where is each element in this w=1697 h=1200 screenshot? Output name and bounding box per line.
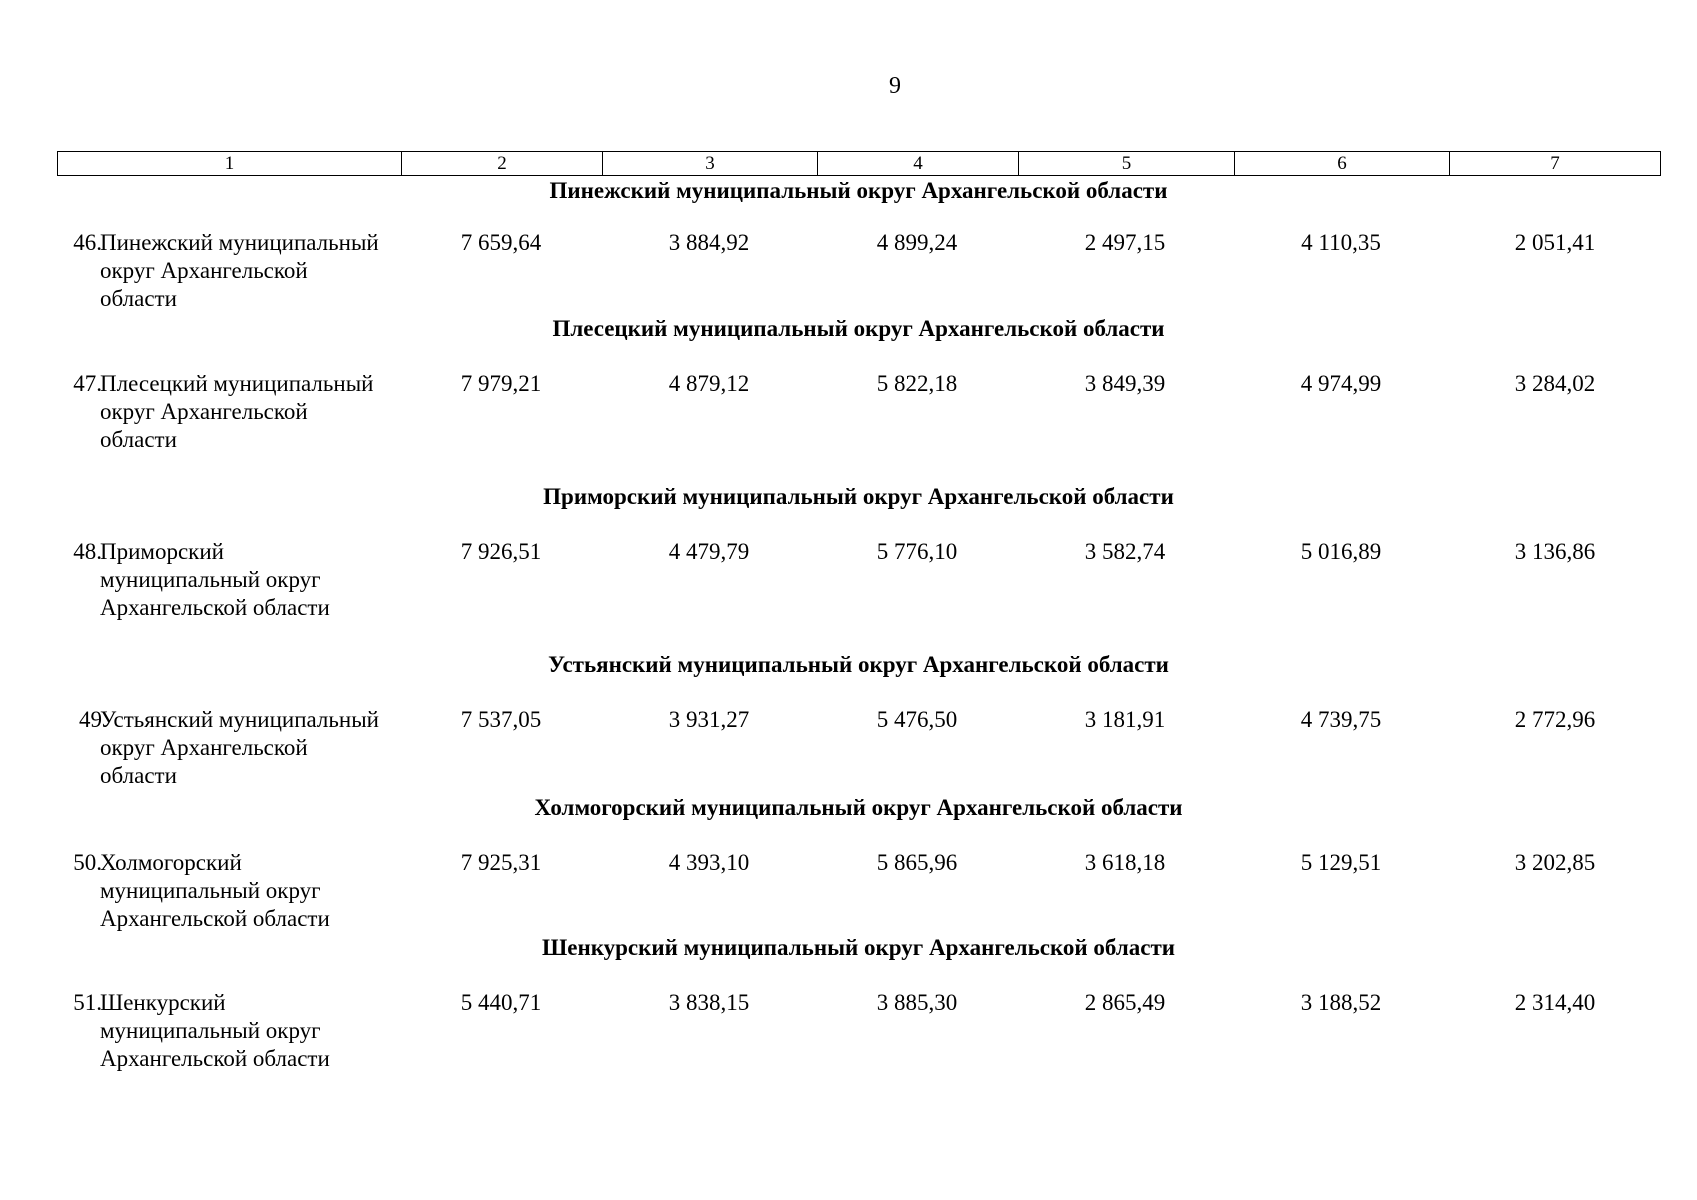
- section-kholmogorsky: [57, 794, 1660, 934]
- section-title: Плесецкий муниципальный округ Архангельской области: [552, 316, 1165, 341]
- row-value-col-3: 3 884,92: [668, 230, 750, 255]
- row-value-col-5: 2 497,15: [1084, 230, 1166, 255]
- row-value-col-2: 7 537,05: [460, 707, 542, 732]
- section-shenkursky: [57, 934, 1660, 1074]
- row-value-col-3: 4 393,10: [668, 850, 750, 875]
- row-value-col-4: 4 899,24: [876, 230, 958, 255]
- row-value-col-3: 3 931,27: [668, 707, 750, 732]
- row-value-col-2: 7 979,21: [460, 371, 542, 396]
- table-row: [57, 849, 1660, 933]
- row-name: Приморский муниципальный округ Архангельской области: [100, 539, 330, 620]
- row-value-col-4: 5 822,18: [876, 371, 958, 396]
- section-ustyansky: [57, 651, 1660, 794]
- row-name: Холмогорский муниципальный округ Архангельской области: [100, 850, 330, 931]
- row-value-col-3: 4 479,79: [668, 539, 750, 564]
- row-value-col-2: 7 926,51: [460, 539, 542, 564]
- row-value-col-4: 5 476,50: [876, 707, 958, 732]
- row-number: 49: [79, 707, 102, 732]
- header-col-1: 1: [58, 152, 402, 176]
- page-number: 9: [889, 73, 901, 99]
- row-value-col-4: 5 865,96: [876, 850, 958, 875]
- row-name: Шенкурский муниципальный округ Архангельской области: [100, 990, 330, 1071]
- section-primorsky: [57, 483, 1660, 651]
- header-col-5: 5: [1019, 152, 1235, 176]
- row-value-col-5: 3 849,39: [1084, 371, 1166, 396]
- row-value-col-7: 3 284,02: [1514, 371, 1596, 396]
- section-title: Пинежский муниципальный округ Архангельской области: [549, 178, 1168, 203]
- section-title: Холмогорский муниципальный округ Архангельской области: [534, 795, 1183, 820]
- row-value-col-7: 2 051,41: [1514, 230, 1596, 255]
- header-col-7: 7: [1450, 152, 1661, 176]
- table-body: [57, 175, 1660, 1074]
- table-row: [57, 229, 1660, 313]
- row-value-col-7: 2 772,96: [1514, 707, 1596, 732]
- row-number: 47.: [73, 371, 102, 396]
- row-number: 46.: [73, 230, 102, 255]
- header-col-6: 6: [1235, 152, 1450, 176]
- section-title: Шенкурский муниципальный округ Архангельской области: [541, 935, 1175, 960]
- row-name: Пинежский муниципальный округ Архангельской области: [100, 230, 379, 311]
- table-row: [57, 989, 1660, 1073]
- row-value-col-5: 2 865,49: [1084, 990, 1166, 1015]
- row-value-col-7: 3 136,86: [1514, 539, 1596, 564]
- row-number: 51.: [73, 990, 102, 1015]
- row-value-col-5: 3 582,74: [1084, 539, 1166, 564]
- row-value-col-3: 3 838,15: [668, 990, 750, 1015]
- section-title: Приморский муниципальный округ Архангельской области: [543, 484, 1174, 509]
- row-value-col-6: 3 188,52: [1300, 990, 1382, 1015]
- row-value-col-3: 4 879,12: [668, 371, 750, 396]
- row-value-col-6: 4 974,99: [1300, 371, 1382, 396]
- row-value-col-7: 2 314,40: [1514, 990, 1596, 1015]
- header-col-4: 4: [818, 152, 1019, 176]
- header-col-3: 3: [603, 152, 818, 176]
- row-value-col-2: 7 659,64: [460, 230, 542, 255]
- row-value-col-2: 7 925,31: [460, 850, 542, 875]
- row-number: 50.: [73, 850, 102, 875]
- row-value-col-2: 5 440,71: [460, 990, 542, 1015]
- section-title: Устьянский муниципальный округ Архангельской области: [548, 652, 1169, 677]
- row-value-col-6: 5 129,51: [1300, 850, 1382, 875]
- row-value-col-4: 5 776,10: [876, 539, 958, 564]
- row-number: 48.: [73, 539, 102, 564]
- table-row: [57, 370, 1660, 454]
- row-name: Плесецкий муниципальный округ Архангельской области: [100, 371, 374, 452]
- header-col-2: 2: [402, 152, 603, 176]
- section-pinezhsky: [57, 175, 1660, 315]
- row-value-col-6: 4 739,75: [1300, 707, 1382, 732]
- table-row: [57, 538, 1660, 622]
- row-value-col-7: 3 202,85: [1514, 850, 1596, 875]
- row-name: Устьянский муниципальный округ Архангельской области: [100, 707, 379, 788]
- section-plesetsky: [57, 315, 1660, 483]
- row-value-col-6: 4 110,35: [1301, 230, 1381, 255]
- row-value-col-6: 5 016,89: [1300, 539, 1382, 564]
- row-value-col-5: 3 181,91: [1084, 707, 1166, 732]
- row-value-col-4: 3 885,30: [876, 990, 958, 1015]
- table-row: [57, 706, 1660, 790]
- column-number-header: [57, 151, 1661, 176]
- row-value-col-5: 3 618,18: [1084, 850, 1166, 875]
